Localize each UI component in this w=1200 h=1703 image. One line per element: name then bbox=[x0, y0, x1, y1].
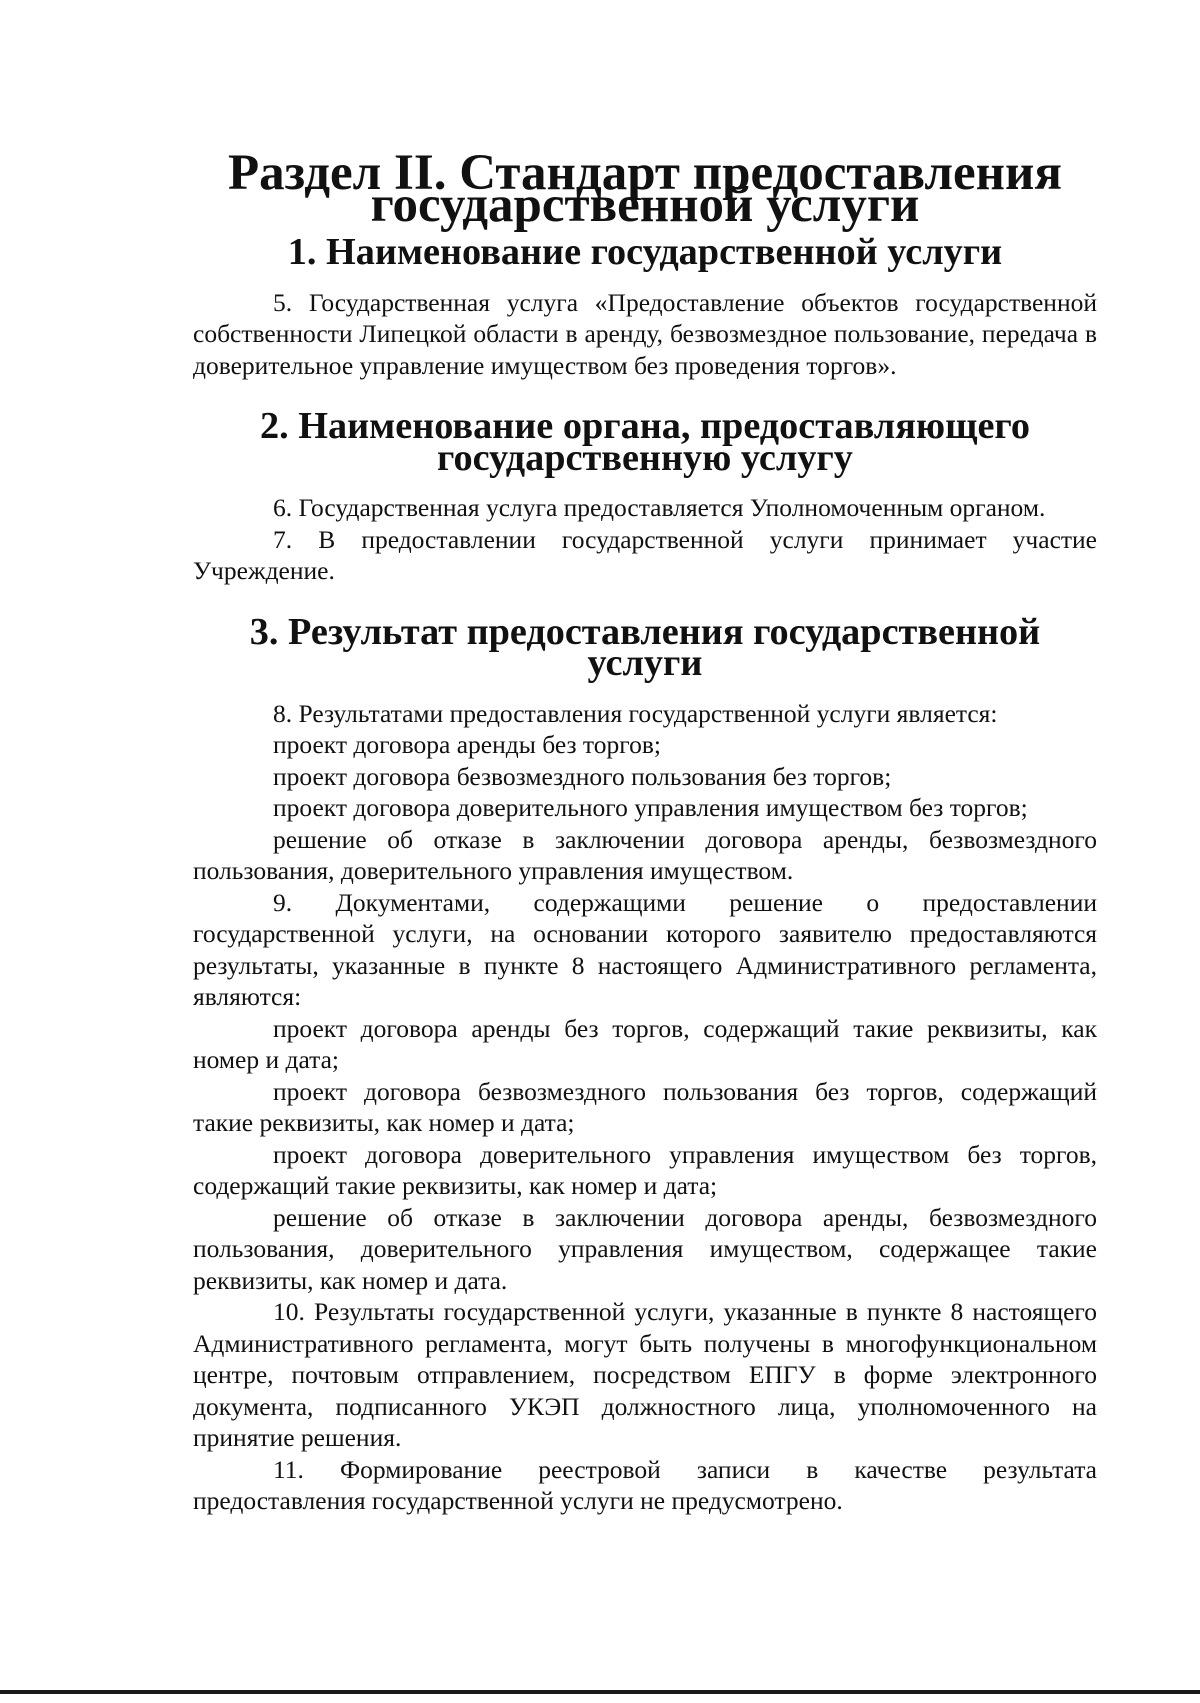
paragraph-9: 9. Документами, содержащими решение о предоставлении государственной услуги, на основании которого заявителю предоставляются результаты, указанные в пункте 8 настоящего Административного регламента, являются: bbox=[193, 887, 1097, 1011]
heading-2: 2. Наименование органа, предоставляющего государственную услугу bbox=[260, 405, 1030, 479]
document-page bbox=[193, 145, 1097, 1517]
paragraph-6: 6. Государственная услуга предоставляется Уполномоченным органом. bbox=[273, 493, 1046, 522]
paragraph-7: 7. В предоставлении государственной услуги принимает участие Учреждение. bbox=[193, 524, 1097, 585]
list-item: решение об отказе в заключении договора аренды, безвозмездного пользования, доверительного управления имуществом. bbox=[193, 824, 1097, 885]
list-item: проект договора аренды без торгов; bbox=[273, 730, 661, 759]
list-item: проект договора доверительного управления имуществом без торгов; bbox=[273, 793, 1028, 822]
list-item: проект договора доверительного управления имуществом без торгов, содержащий такие реквизиты, как номер и дата; bbox=[193, 1139, 1097, 1200]
paragraph-11: 11. Формирование реестровой записи в качестве результата предоставления государственной услуги не предусмотрено. bbox=[193, 1454, 1097, 1515]
list-item: проект договора безвозмездного пользования без торгов; bbox=[273, 761, 892, 791]
heading-1: 1. Наименование государственной услуги bbox=[287, 231, 1003, 273]
paragraph-5: 5. Государственная услуга «Предоставление объектов государственной собственности Липецкой области в аренду, безвозмездное пользование, передача в доверительное управление имуществом без проведения торгов». bbox=[193, 287, 1097, 380]
paragraph-8: 8. Результатами предоставления государственной услуги является: bbox=[273, 698, 998, 728]
paragraph-10: 10. Результаты государственной услуги, указанные в пункте 8 настоящего Административного регламента, могут быть получены в многофункциональном центре, почтовым отправлением, посредством ЕПГУ в форме электронного документа, подписанного УКЭП должностного лица, уполномоченного на принятие решения. bbox=[193, 1297, 1097, 1452]
page-bottom-edge bbox=[0, 1690, 1200, 1694]
list-item: проект договора безвозмездного пользования без торгов, содержащий такие реквизиты, как номер и дата; bbox=[193, 1076, 1097, 1137]
section-title: Раздел II. Стандарт предоставления государственной услуги bbox=[227, 145, 1063, 233]
heading-3: 3. Результат предоставления государственной услуги bbox=[249, 610, 1041, 684]
list-item: проект договора аренды без торгов, содержащий такие реквизиты, как номер и дата; bbox=[193, 1013, 1097, 1074]
list-item: решение об отказе в заключении договора аренды, безвозмездного пользования, доверительного управления имуществом, содержащее такие реквизиты, как номер и дата. bbox=[193, 1202, 1097, 1295]
